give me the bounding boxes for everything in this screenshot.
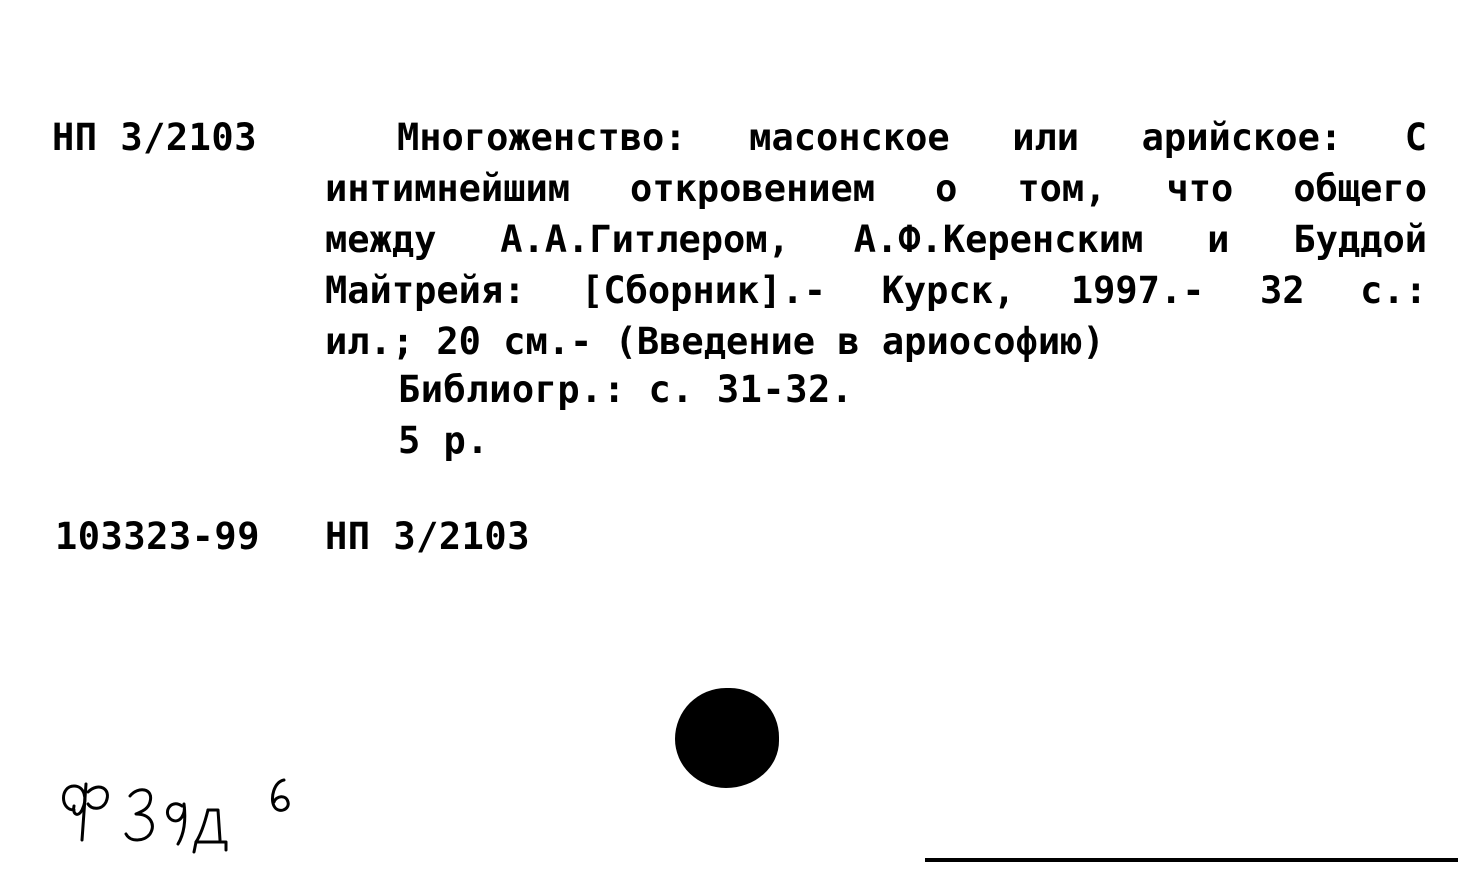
description-line: между А.А.Гитлером, А.Ф.Керенским и Буддой [325, 218, 1427, 261]
description-line: ил.; 20 см.- (Введение в ариософию) [325, 320, 1105, 363]
inventory-number: 103323-99 [55, 515, 260, 558]
shelf-mark-bottom: НП 3/2103 [325, 515, 530, 558]
handwritten-note [58, 770, 318, 870]
description-line: интимнейшим откровением о том, что общего [325, 167, 1427, 210]
price: 5 р. [398, 419, 490, 462]
shelf-mark-top: НП 3/2103 [52, 116, 257, 159]
description-line: Многоженство: масонское или арийское: С [397, 116, 1427, 159]
punch-hole [675, 688, 779, 788]
handwritten-note-drawing [58, 770, 318, 866]
card-edge-line [925, 858, 1458, 862]
bibliographic-description [325, 112, 1427, 367]
description-line: Майтрейя: [Сборник].- Курск, 1997.- 32 с.: [325, 269, 1427, 312]
bibliography-note: Библиогр.: с. 31-32. [398, 368, 854, 411]
